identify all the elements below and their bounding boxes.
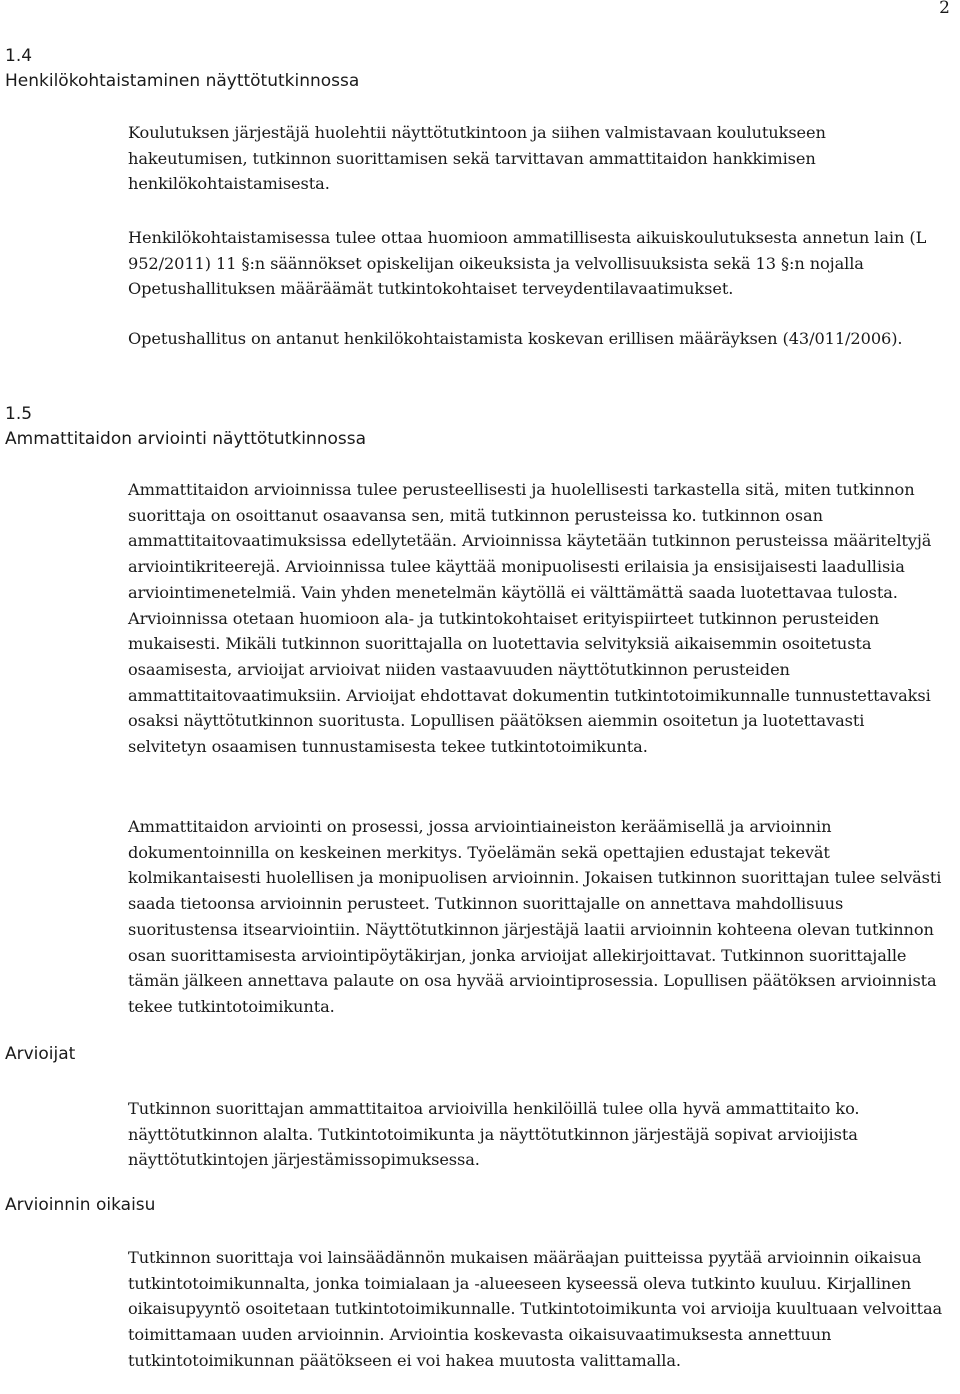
section-number: 1.4 (5, 46, 33, 66)
page-number: 2 (939, 0, 950, 18)
paragraph: Ammattitaidon arviointi on prosessi, jossa arviointiaineiston keräämisellä ja arvioinnin dokumentoinnilla on keskeinen merkitys. Työelämän sekä opettajien edustajat tekevät kolmikantaisesti huolellisen ja monipuolisen arvioinnin. Jokaisen tutkinnon suorittajan tulee selvästi saada tietoonsa arvioinnin perusteet. Tutkinnon suorittajalle on annettava mahdollisuus suoritustensa itsearviointiin. Näyttötutkinnon järjestäjä laatii arvioinnin kohteena olevan tutkinnon osan suorittamisesta arviointipöytäkirjan, jonka arvioijat allekirjoittavat. Tutkinnon suorittajalle tämän jälkeen annettava palaute on osa hyvää arviointiprosessia. Lopullisen päätöksen arvioinnista tekee tutkintotoimikunta. (128, 817, 942, 1016)
section-number: 1.5 (5, 404, 33, 424)
paragraph: Ammattitaidon arvioinnissa tulee perusteellisesti ja huolellisesti tarkastella sitä, miten tutkinnon suorittaja on osoittanut osaavansa sen, mitä tutkinnon perusteissa ko. tutkinnon osan ammattitaitovaatimuksissa edellytetään. Arvioinnissa käytetään tutkinnon perusteissa määriteltyjä arviointikriteerejä. Arvioinnissa tulee käyttää monipuolisesti erilaisia ja ensisijaisesti laadullisia arviointimenetelmiä. Vain yhden menetelmän käytöllä ei välttämättä saada luotettavaa tulosta. Arvioinnissa otetaan huomioon ala- ja tutkintokohtaiset erityispiirteet tutkinnon perusteiden mukaisesti. Mikäli tutkinnon suorittajalla on luotettavia selvityksiä aikaisemmin osoitetusta osaamisesta, arvioijat arvioivat niiden vastaavuuden näyttötutkinnon perusteiden ammattitaitovaatimuksiin. Arvioijat ehdottavat dokumentin tutkintotoimikunnalle tunnustettavaksi osaksi näyttötutkinnon suoritusta. Lopullisen päätöksen aiemmin osoitetun ja luotettavasti selvitetyn osaamisen tunnustamisesta tekee tutkintotoimikunta. (128, 480, 932, 757)
paragraph: Henkilökohtaistamisessa tulee ottaa huomioon ammatillisesta aikuiskoulutuksesta annetun lain (L 952/2011) 11 §:n säännökset opiskelijan oikeuksista ja velvollisuuksista sekä 13 §:n nojalla Opetushallituksen määräämät tutkintokohtaiset terveydentilavaatimukset. (128, 228, 927, 299)
section-title: Henkilökohtaistaminen näyttötutkinnossa (5, 71, 360, 91)
section-heading-1-4 (5, 44, 359, 94)
paragraph: Opetushallitus on antanut henkilökohtaistamista koskevan erillisen määräyksen (43/011/2006). (128, 329, 903, 348)
paragraph: Tutkinnon suorittajan ammattitaitoa arvioivilla henkilöillä tulee olla hyvä ammattitaito ko. näyttötutkinnon alalta. Tutkintotoimikunta ja näyttötutkinnon järjestäjä sopivat arvioijista näyttötutkintojen järjestämissopimuksessa. (128, 1099, 860, 1170)
paragraph: Tutkinnon suorittaja voi lainsäädännön mukaisen määräajan puitteissa pyytää arvioinnin oikaisua tutkintotoimikunnalta, jonka toimialaan ja -alueeseen kyseessä oleva tutkinto kuuluu. Kirjallinen oikaisupyyntö osoitetaan tutkintotoimikunnalle. Tutkintotoimikunta voi arvioija kuultuaan velvoittaa toimittamaan uuden arvioinnin. Arviointia koskevasta oikaisuvaatimuksesta annettuun tutkintotoimikunnan päätökseen ei voi hakea muutosta valittamalla. (128, 1248, 943, 1370)
paragraph: Koulutuksen järjestäjä huolehtii näyttötutkintoon ja siihen valmistavaan koulutukseen hakeutumisen, tutkinnon suorittamisen sekä tarvittavan ammattitaidon hankkimisen henkilökohtaistamisesta. (128, 123, 826, 194)
section-heading-1-5 (5, 402, 366, 452)
side-label-arvioinnin-oikaisu: Arvioinnin oikaisu (5, 1195, 156, 1215)
side-label-arvioijat: Arvioijat (5, 1044, 76, 1064)
section-title: Ammattitaidon arviointi näyttötutkinnossa (5, 429, 367, 449)
